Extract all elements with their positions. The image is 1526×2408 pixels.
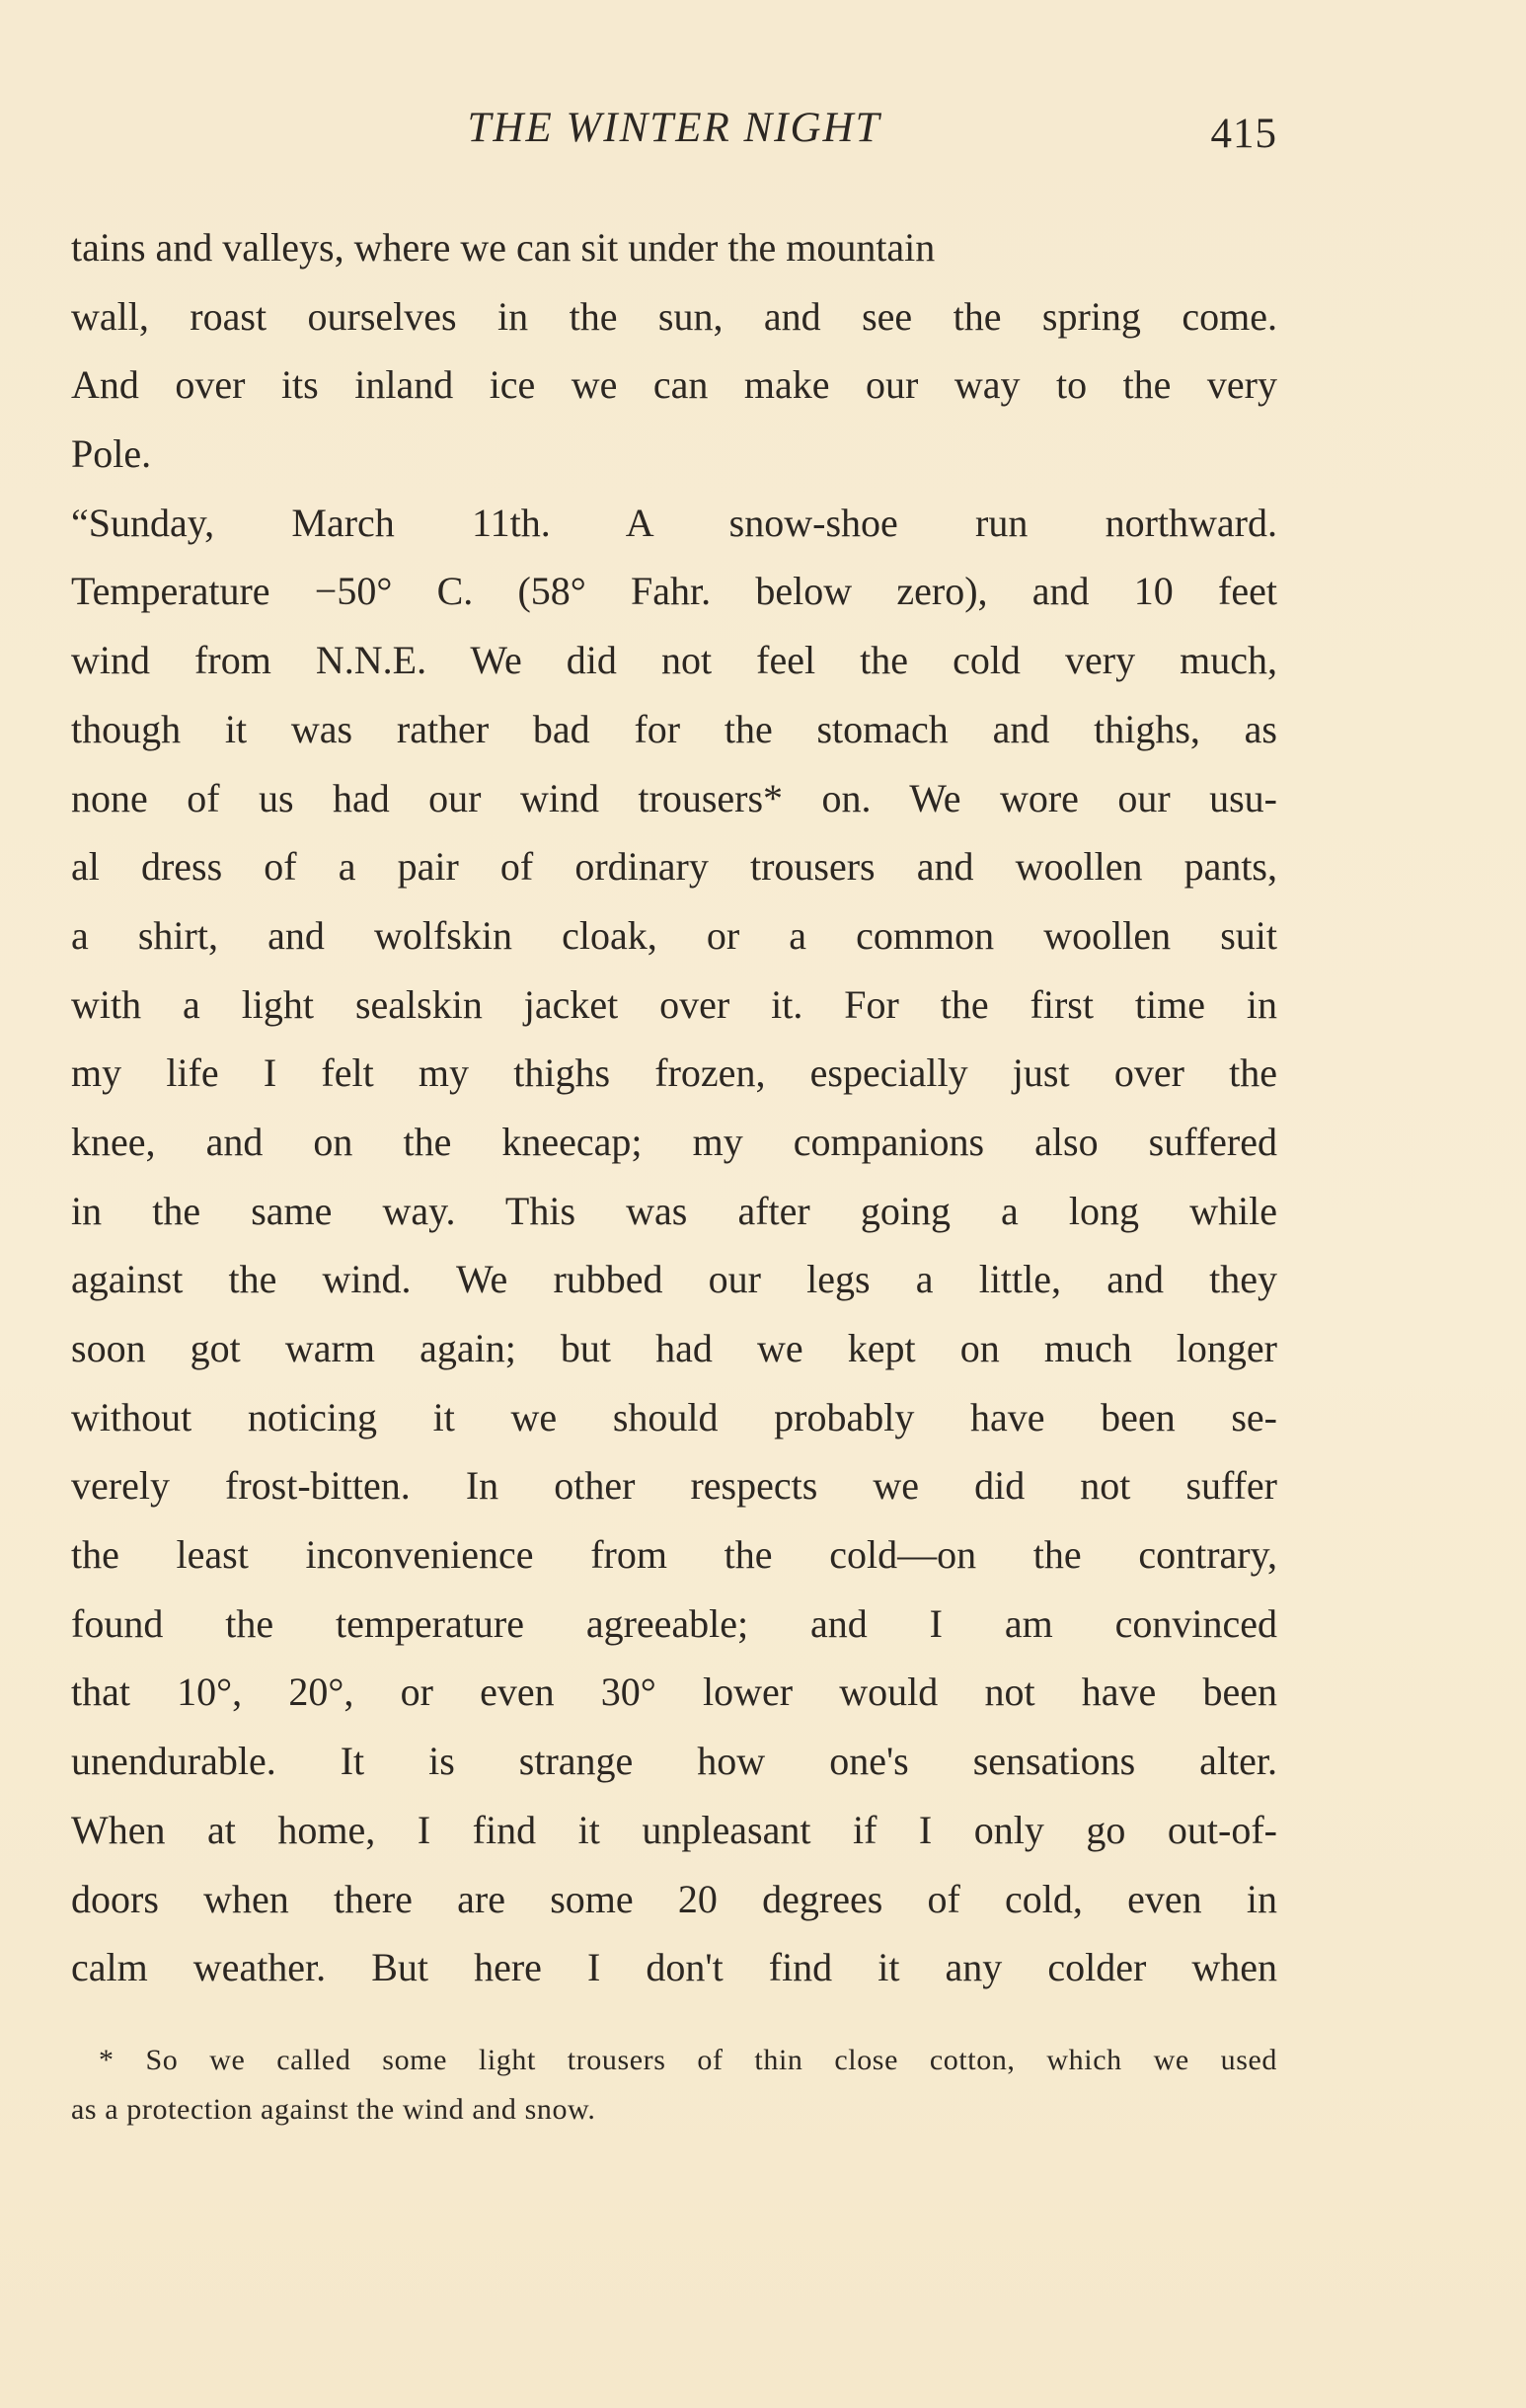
text-line: tains and valleys, where we can sit under the mountain: [71, 225, 936, 270]
text-line: doors when there are some 20 degrees of cold, even in: [71, 1876, 1277, 1921]
text-line: wall, roast ourselves in the sun, and see the spring come.: [71, 293, 1277, 339]
text-line: against the wind. We rubbed our legs a little, and they: [71, 1257, 1277, 1302]
text-line: that 10°, 20°, or even 30° lower would not have been: [71, 1670, 1277, 1715]
text-line: the least inconvenience from the cold—on the contrary,: [71, 1532, 1277, 1578]
text-line: wind from N.N.E. We did not feel the cold very much,: [71, 638, 1277, 683]
text-line: unendurable. It is strange how one's sensations alter.: [71, 1739, 1277, 1784]
footnote: [71, 2036, 1277, 2135]
text-line: And over its inland ice we can make our way to the very: [71, 362, 1277, 408]
text-line: none of us had our wind trousers* on. We wore our usu-: [71, 775, 1277, 820]
body-text: [71, 213, 1277, 2002]
text-line: in the same way. This was after going a long while: [71, 1188, 1277, 1233]
text-line: found the temperature agreeable; and I am convinced: [71, 1600, 1277, 1646]
text-line: calm weather. But here I don't find it any colder when: [71, 1945, 1277, 1990]
text-line: When at home, I find it unpleasant if I only go out-of-: [71, 1807, 1277, 1852]
text-line: soon got warm again; but had we kept on much longer: [71, 1326, 1277, 1370]
text-line: Temperature −50° C. (58° Fahr. below zero), and 10 feet: [71, 569, 1277, 614]
text-line: Pole.: [71, 431, 152, 477]
text-line: verely frost-bitten. In other respects we did not suffer: [71, 1463, 1277, 1509]
footnote-line: * So we called some light trousers of thin close cotton, which we used: [99, 2044, 1277, 2076]
text-line: without noticing it we should probably have been se-: [71, 1394, 1277, 1439]
text-line: “Sunday, March 11th. A snow-shoe run northward.: [71, 500, 1277, 545]
running-title: THE WINTER NIGHT: [467, 105, 881, 151]
page-header: [71, 94, 1277, 163]
text-line: al dress of a pair of ordinary trousers and woollen pants,: [71, 844, 1277, 890]
page-number: 415: [1210, 111, 1277, 157]
footnote-line: as a protection against the wind and snow.: [71, 2093, 596, 2126]
text-line: though it was rather bad for the stomach and thighs, as: [71, 706, 1277, 751]
text-line: a shirt, and wolfskin cloak, or a common woollen suit: [71, 912, 1277, 958]
text-line: with a light sealskin jacket over it. For the first time in: [71, 981, 1277, 1027]
text-line: knee, and on the kneecap; my companions also suffered: [71, 1119, 1277, 1164]
text-line: my life I felt my thighs frozen, especially just over the: [71, 1050, 1277, 1096]
